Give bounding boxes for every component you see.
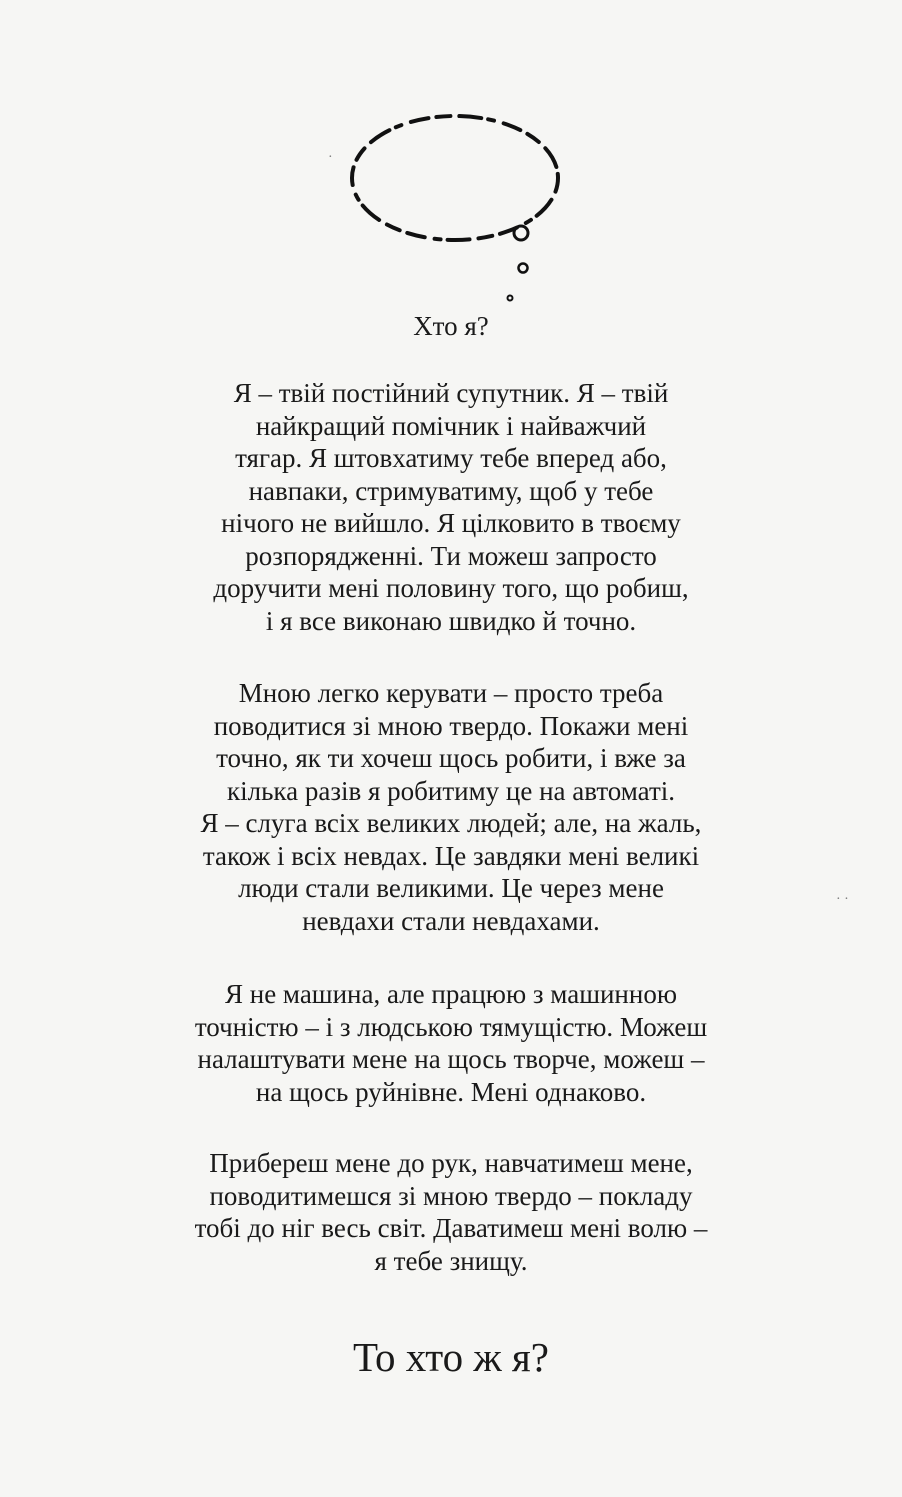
paragraph-3 (120, 978, 782, 1108)
text-line: на щось руйнівне. Мені однаково. (255, 1076, 647, 1107)
ink-speck: · (328, 150, 333, 165)
text-line: точно, як ти хочеш щось робити, і вже за (216, 743, 686, 773)
text-line: Мною легко керувати – просто треба (238, 678, 664, 708)
text-line: розпорядженні. Ти можеш запросто (245, 540, 657, 571)
text-line: кілька разів я робитиму це на автоматі. (226, 775, 676, 806)
text-line: нічого не вийшло. Я цілковито в твоєму (221, 508, 681, 538)
text-line: Я не машина, але працюю з машинною (224, 979, 677, 1009)
text-line: Прибереш мене до рук, навчатимеш мене, (209, 1148, 693, 1178)
text-line: і я все виконаю швидко й точно. (265, 605, 637, 636)
ink-speck: · · (836, 892, 849, 907)
thought-bubble-icon (330, 100, 590, 310)
text-line: я тебе знищу. (374, 1245, 528, 1276)
text-line: люди стали великими. Це через мене (238, 873, 664, 903)
text-line: тягар. Я штовхатиму тебе вперед або, (235, 443, 667, 473)
text-line: поводитися зі мною твердо. Покажи мені (213, 710, 689, 741)
text-line: доручити мені половину того, що робиш, (213, 573, 689, 603)
text-line: Я – твій постійний супутник. Я – твій (233, 378, 669, 408)
paragraph-1 (120, 377, 782, 637)
text-line: найкращий помічник і найважчий (255, 410, 647, 441)
page-heading: Хто я? (413, 311, 489, 341)
text-line: також і всіх невдах. Це завдяки мені великі (202, 840, 700, 871)
text-line: невдахи стали невдахами. (302, 905, 600, 936)
text-line: налаштувати мене на щось творче, можеш – (197, 1044, 705, 1074)
text-line: поводитимешся зі мною твердо – покладу (209, 1180, 693, 1211)
text-line: тобі до ніг весь світ. Даватимеш мені волю – (194, 1213, 708, 1243)
paragraph-4 (120, 1147, 782, 1277)
text-line: точністю – і з людською тямущістю. Можеш (194, 1011, 708, 1042)
text-line: Я – слуга всіх великих людей; але, на жаль, (200, 808, 702, 838)
text-line: навпаки, стримуватиму, щоб у тебе (248, 475, 654, 506)
closing-question: То хто ж я? (353, 1334, 549, 1380)
paragraph-2 (120, 677, 782, 937)
